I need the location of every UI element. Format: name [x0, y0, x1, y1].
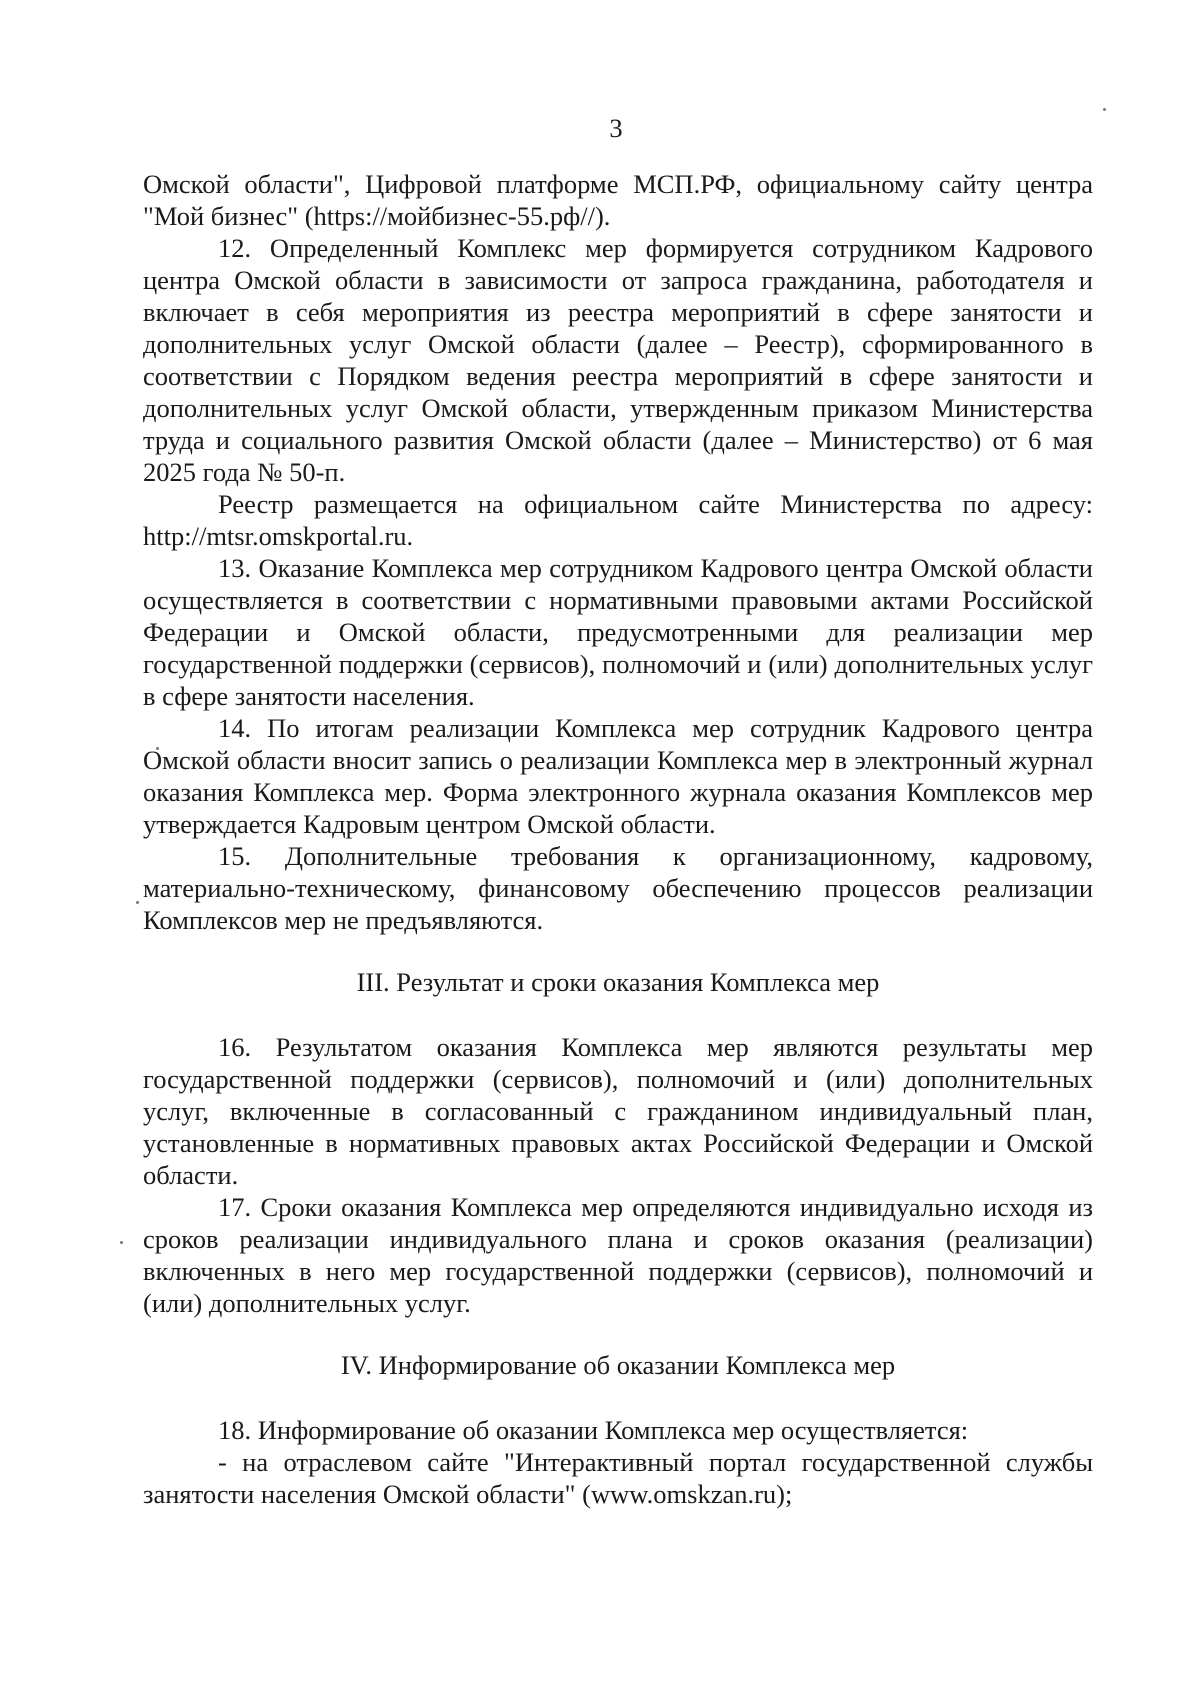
section-heading-3: III. Результат и сроки оказания Комплекса мер [356, 967, 880, 997]
scan-speck [1103, 108, 1106, 111]
paragraph-15: 15. Дополнительные требования к организационному, кадровому, материально-техническому, финансовому обеспечению процессов реализации Комплексов мер не предъявляются. [143, 841, 1093, 935]
paragraph-14: 14. По итогам реализации Комплекса мер сотрудник Кадрового центра Омской области вносит запись о реализации Комплекса мер в электронный журнал оказания Комплекса мер. Форма электронного журнала оказания Комплексов мер утверждается Кадровым центром Омской области. [143, 713, 1093, 839]
continued-paragraph: Омской области", Цифровой платформе МСП.РФ, официальному сайту центра "Мой бизнес" (https://мойбизнес-55.рф//). [143, 169, 1093, 231]
page-number: 3 [609, 113, 623, 143]
paragraph-13: 13. Оказание Комплекса мер сотрудником Кадрового центра Омской области осуществляется в соответствии с нормативными правовыми актами Российской Федерации и Омской области, предусмотренными для реализации мер государственной поддержки (сервисов), полномочий и (или) дополнительных услуг в сфере занятости населения. [143, 553, 1093, 711]
paragraph-12: 12. Определенный Комплекс мер формируется сотрудником Кадрового центра Омской области в зависимости от запроса гражданина, работодателя и включает в себя мероприятия из реестра мероприятий в сфере занятости и дополнительных услуг Омской области (далее – Реестр), сформированного в соответствии с Порядком ведения реестра мероприятий в сфере занятости и дополнительных услуг Омской области, утвержденным приказом Министерства труда и социального развития Омской области (далее – Министерство) от 6 мая 2025 года № 50-п. [143, 233, 1093, 487]
document-page [143, 112, 1093, 1510]
paragraph-16: 16. Результатом оказания Комплекса мер являются результаты мер государственной поддержки (сервисов), полномочий и (или) дополнительных услуг, включенные в согласованный с гражданином индивидуальный план, установленные в нормативных правовых актах Российской Федерации и Омской области. [143, 1032, 1093, 1190]
paragraph-12-registry: Реестр размещается на официальном сайте Министерства по адресу: http://mtsr.omskportal.ru. [143, 489, 1093, 551]
paragraph-17: 17. Сроки оказания Комплекса мер определяются индивидуально исходя из сроков реализации индивидуального плана и сроков оказания (реализации) включенных в него мер государственной поддержки (сервисов), полномочий и (или) дополнительных услуг. [143, 1192, 1093, 1318]
scan-speck [136, 901, 139, 904]
paragraph-18-item-1: - на отраслевом сайте "Интерактивный портал государственной службы занятости населения Омской области" (www.omskzan.ru); [143, 1447, 1093, 1509]
scan-speck [120, 1241, 123, 1244]
paragraph-18: 18. Информирование об оказании Комплекса мер осуществляется: [218, 1415, 969, 1445]
section-heading-4: IV. Информирование об оказании Комплекса мер [340, 1350, 896, 1380]
